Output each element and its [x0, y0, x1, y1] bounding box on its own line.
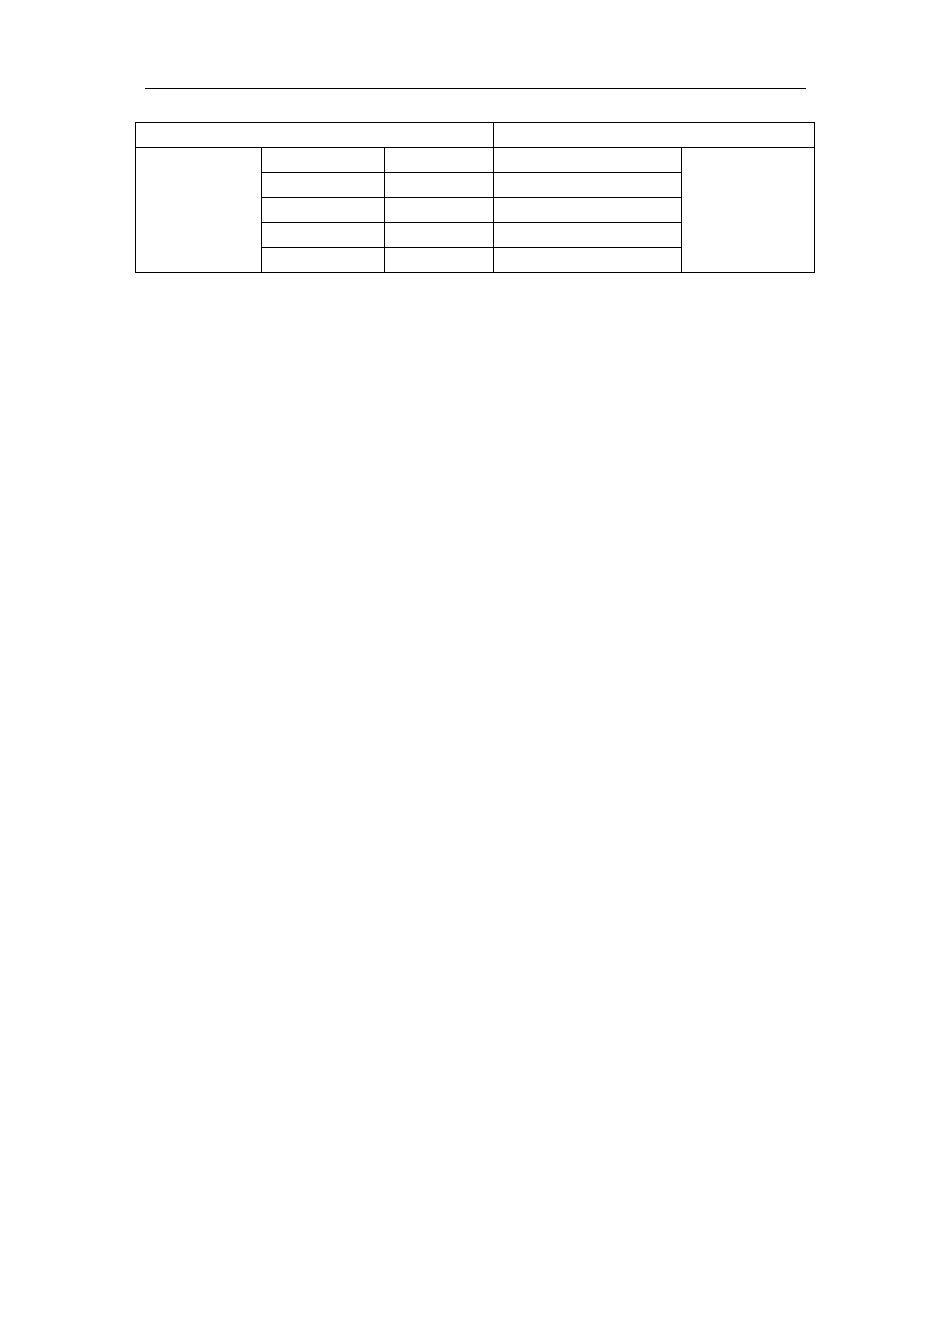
time-cell [262, 248, 385, 273]
activity-cell [385, 198, 494, 223]
insert-cell [494, 173, 682, 198]
board-design-table [135, 122, 815, 273]
col-insert [494, 148, 682, 173]
time-cell [262, 223, 385, 248]
activity-cell [385, 248, 494, 273]
col-activity [385, 148, 494, 173]
insert-cell [494, 248, 682, 273]
activity-cell [385, 173, 494, 198]
col-time [262, 148, 385, 173]
activity-cell [385, 223, 494, 248]
header-background [494, 123, 815, 148]
time-cell [262, 198, 385, 223]
time-cell [262, 173, 385, 198]
row-label-day [136, 148, 262, 273]
header-rule [145, 88, 806, 89]
page-body [145, 122, 806, 299]
header-news-facts [136, 123, 494, 148]
insert-cell [494, 198, 682, 223]
insert-cell [494, 223, 682, 248]
problem-analysis [682, 148, 815, 273]
